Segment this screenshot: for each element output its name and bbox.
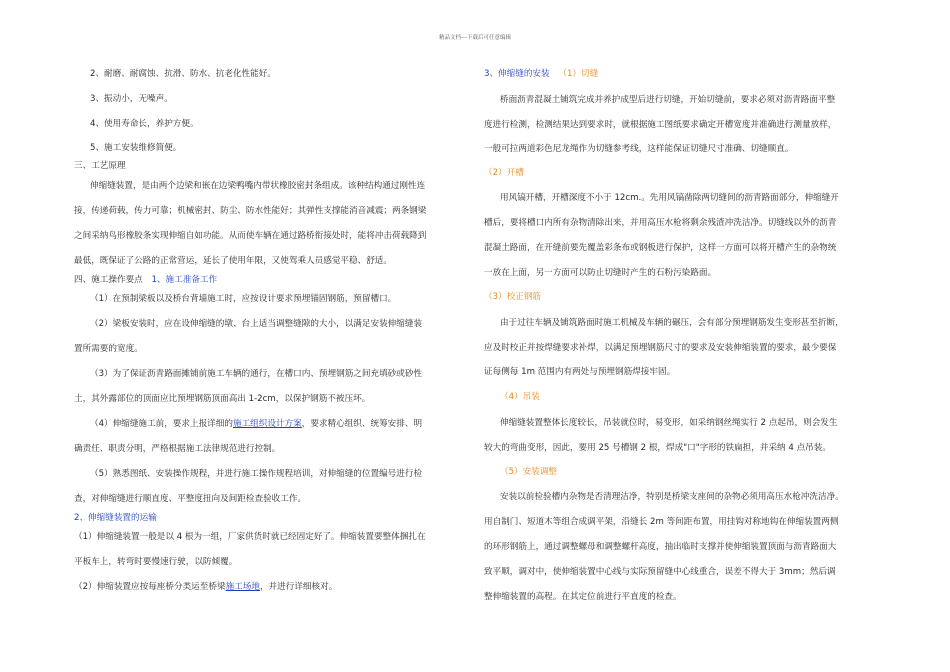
paragraph-line: 查，对伸缩缝进行顺直度、平整度扭向及间距检查验收工作。 xyxy=(74,494,307,504)
paragraph-line: 整伸缩装置的高程。在其定位前进行平直度的检查。 xyxy=(484,592,682,602)
subsection-heading: 1、施工准备工作 xyxy=(151,275,218,285)
paragraph-line: 土，其外露部位的顶面应比预埋钢筋顶面高出 1-2cm，以保护钢筋不被压坏。 xyxy=(74,394,371,404)
construction-site-link[interactable]: 施工场地 xyxy=(225,582,260,592)
paragraph-line: 置所需要的宽度。 xyxy=(74,344,143,354)
paragraph-line: 5、施工安装维修简便。 xyxy=(90,143,182,153)
paragraph-line: 用风镐开槽，开槽深度不小于 12cm.。先用风镐凿除两切缝间的沥青路面部分，伸缩缝开 xyxy=(500,193,839,203)
subsection-heading xyxy=(484,70,598,79)
paragraph-line: 确责任、职责分明，严格根据施工法律规范进行控制。 xyxy=(74,444,281,454)
paragraph-text: （2）伸缩装置应按每座桥分类运至桥梁 xyxy=(74,582,226,592)
paragraph-line xyxy=(90,420,422,429)
paragraph-line: 槽后，要将槽口内所有杂物清除出来，并用高压水枪将剩余残渣冲洗洁净。切缝线以外的沥青 xyxy=(484,218,837,228)
paragraph-text: ，并进行详细核对。 xyxy=(259,582,338,592)
paragraph-line: 度进行检测，检测结果达到要求时，就根据施工图纸要求确定开槽宽度并准确进行测量放样， xyxy=(484,120,837,130)
section-heading-text: 四、施工操作要点 xyxy=(74,275,143,285)
step-heading: （2）开槽 xyxy=(484,168,524,178)
step-heading: （3）校正钢筋 xyxy=(484,292,542,302)
construction-plan-link[interactable]: 施工组织设计方案 xyxy=(232,419,302,429)
paragraph-line: 致平顺，调对中，使伸缩装置中心线与实际预留缝中心线重合，误差不得大于 3mm；然后调 xyxy=(484,567,836,577)
paragraph-line: 较大的弯曲变形，因此，要用 25 号槽钢 2 根，焊成"口"字形的铁扁担，并采纳 4 点吊装。 xyxy=(484,443,831,453)
paragraph-line: 3、振动小，无噪声。 xyxy=(90,94,173,104)
section-heading xyxy=(74,276,217,285)
paragraph-line: 应及时校正并按焊缝要求补焊，以满足预埋钢筋尺寸的要求及安装伸缩装置的要求，最少要保 xyxy=(484,343,837,353)
paragraph-line: （1）在预制梁板以及桥台背墙施工时，应按设计要求预埋锚固钢筋，预留槽口。 xyxy=(90,294,397,304)
step-heading: （4）吊装 xyxy=(500,392,540,402)
paragraph-line: 混凝土路面，在开缝前要先覆盖彩条布或钢板进行保护，这样一方面可以将开槽产生的杂物统 xyxy=(484,243,837,253)
paragraph-line: 一放在上面，另一方面可以防止切缝时产生的石粉污染路面。 xyxy=(484,268,717,278)
paragraph-line: 伸缩缝装置整体长度较长，吊装就位时，易变形，如采纳钢丝绳实行 2 点起吊，则会发生 xyxy=(500,418,838,428)
paragraph-line: 2、耐磨、耐腐蚀、抗滑、防水、抗老化性能好。 xyxy=(90,69,276,79)
paragraph-line: 之间采纳鸟形橡胶条实现伸缩自如功能。从而使车辆在通过路桥衔接处时，能将冲击荷载降到 xyxy=(74,231,427,241)
step-heading: （5）安装调整 xyxy=(500,467,558,477)
paragraph-line: 安装以前检验槽内杂物是否清理洁净，特别是桥梁支座间的杂物必须用高压水枪冲洗洁净。 xyxy=(500,492,844,502)
paragraph-line: （5）熟悉图纸、安装操作规程，并进行施工操作规程培训，对伸缩缝的位置编号进行检 xyxy=(90,469,423,479)
paragraph-line: 接，传递荷载，传力可靠；机械密封、防尘、防水性能好；其弹性支撑能消音减震；两条钢梁 xyxy=(74,206,427,216)
paragraph-line: 桥面沥青混凝土铺筑完成并养护成型后进行切缝，开始切缝前，要求必须对沥青路面平整 xyxy=(500,95,836,105)
paragraph-line: 证每侧每 1m 范围内有两处与预埋钢筋焊接牢固。 xyxy=(484,367,676,377)
paragraph-line: 用自制门、短道木等组合成调平架，沿缝长 2m 等间距布置，用挂钩对称地钩在伸缩装置两侧 xyxy=(484,517,839,527)
paragraph-line: 一般可拉两道彩色尼龙绳作为切缝参考线，这样能保证切缝尺寸准确、切缝顺直。 xyxy=(484,144,794,154)
paragraph-line: 由于过往车辆及铺筑路面时施工机械及车辆的碾压，会有部分预埋钢筋发生变形甚至折断， xyxy=(500,318,844,328)
paragraph-text: （4）伸缩缝施工前，要求上报详细的 xyxy=(90,419,233,429)
subsection-heading: 2、伸缩缝装置的运输 xyxy=(74,513,157,523)
section-heading: 三、工艺原理 xyxy=(74,161,126,171)
paragraph-text: ，要求精心组织、统筹安排、明 xyxy=(301,419,423,429)
paragraph-line: 伸缩缝装置，是由两个边梁和嵌在边梁鸭嘴内带状橡胶密封条组成。该种结构通过刚性连 xyxy=(90,181,426,191)
paragraph-line: （3）为了保证沥青路面摊铺前施工车辆的通行，在槽口内、预埋钢筋之间充填砂或砂性 xyxy=(90,369,423,379)
subsection-heading-text: 3、伸缩缝的安装 xyxy=(484,69,550,79)
paragraph-line: （1）伸缩缝装置一般是以 4 根为一组，厂家供货时就已经固定好了。伸缩装置要整体捆扎在 xyxy=(74,532,426,542)
paragraph-line: 的环形钢筋上，通过调整螺母和调整螺杆高度，抽出临时支撑并使伸缩装置顶面与沥青路面大 xyxy=(484,542,837,552)
paragraph-line: （2）梁板安装时，应在设伸缩缝的墩、台上适当调整缝隙的大小，以满足安装伸缩缝装 xyxy=(90,319,423,329)
paragraph-line: 4、使用寿命长，养护方便。 xyxy=(90,119,199,129)
paragraph-line: 平板车上，转弯时要慢速行驶，以防倾覆。 xyxy=(74,557,238,567)
step-heading: （1）切缝 xyxy=(558,69,599,79)
page-header: 精品文档---下载后可任意编辑 xyxy=(439,35,511,41)
paragraph-line xyxy=(74,583,337,592)
paragraph-line: 最低，既保证了公路的正常营运，延长了使用年限，又使驾乘人员感觉平稳、舒适。 xyxy=(74,256,392,266)
